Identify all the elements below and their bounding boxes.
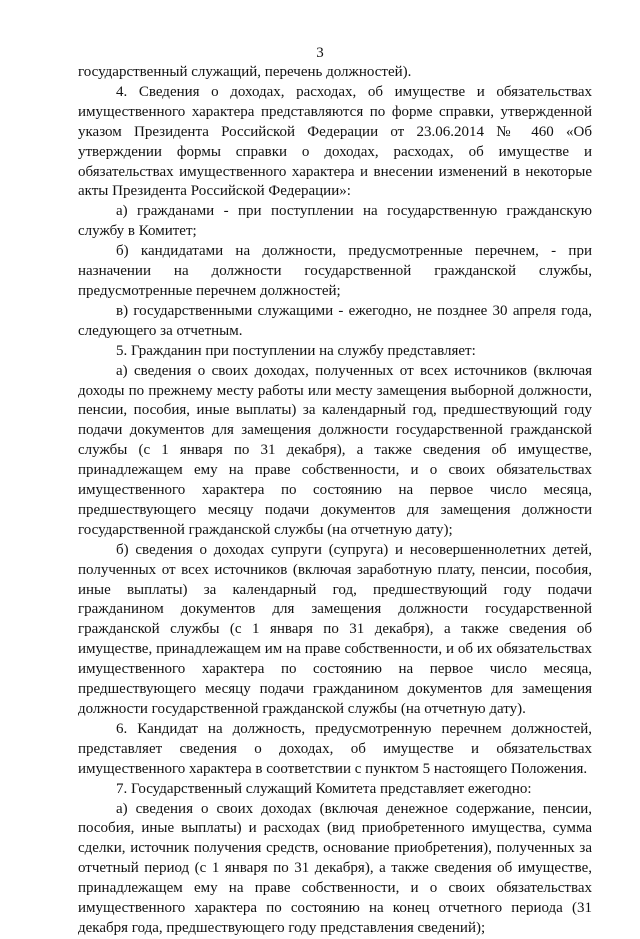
page-number: 3 [316, 45, 324, 61]
paragraph-item-7: 7. Государственный служащий Комитета представляет ежегодно: [116, 780, 532, 797]
paragraph-item-7a: а) сведения о своих доходах (включая денежное содержание, пенсии, пособия, иные выплаты) и расходах (вид приобретенного имущества, сумма сделки, источник получения средств, основание приобретения), полученных за отчетный период (с 1 января по 31 декабря), а также сведения об имуществе, принадлежащем ему на праве собственности, и о своих обязательствах имущественного характера по состоянию на конец отчетного периода (31 декабря года, предшествующего году представления сведений); [78, 800, 592, 936]
paragraph-continuation: государственный служащий, перечень должностей). [78, 64, 412, 80]
paragraph-item-4v: в) государственными служащими - ежегодно, не позднее 30 апреля года, следующего за отчетным. [78, 302, 592, 339]
document-body [78, 63, 592, 939]
paragraph-item-5a: а) сведения о своих доходах, полученных от всех источников (включая доходы по прежнему месту работы или месту замещения выборной должности, пенсии, пособия, иные выплаты) за календарный год, предшествующий году подачи документов для замещения должности государственной гражданской службы (с 1 января по 31 декабря), а также сведения об имуществе, принадлежащем ему на праве собственности, и о своих обязательствах имущественного характера по состоянию на первое число месяца, предшествующего месяцу подачи документов для замещения должности государственной гражданской службы (на отчетную дату); [78, 362, 592, 538]
paragraph-item-6: 6. Кандидат на должность, предусмотренную перечнем должностей, представляет сведения о доходах, об имуществе и обязательствах имущественного характера в соответствии с пунктом 5 настоящего Положения. [78, 720, 592, 777]
paragraph-item-5: 5. Гражданин при поступлении на службу представляет: [116, 342, 476, 359]
paragraph-item-5b: б) сведения о доходах супруги (супруга) и несовершеннолетних детей, полученных от всех источников (включая заработную плату, пенсии, пособия, иные выплаты) за календарный год, предшествующий году подачи гражданином документов для замещения должности государственной гражданской службы (с 1 января по 31 декабря), а также сведения об имуществе, принадлежащем им на праве собственности, и об их обязательствах имущественного характера по состоянию на первое число месяца, предшествующего месяцу подачи гражданином документов для замещения должности государственной гражданской службы (на отчетную дату). [78, 541, 592, 717]
paragraph-item-4: 4. Сведения о доходах, расходах, об имуществе и обязательствах имущественного характера представляются по форме справки, утвержденной указом Президента Российской Федерации от 23.06.2014 № 460 «Об утверждении формы справки о доходах, расходах, об имуществе и обязательствах имущественного характера и внесении изменений в некоторые акты Президента Российской Федерации»: [78, 83, 592, 200]
paragraph-item-4a: а) гражданами - при поступлении на государственную гражданскую службу в Комитет; [78, 203, 592, 240]
paragraph-item-4b: б) кандидатами на должности, предусмотренные перечнем, - при назначении на должности государственной гражданской службы, предусмотренные перечнем должностей; [78, 243, 592, 299]
